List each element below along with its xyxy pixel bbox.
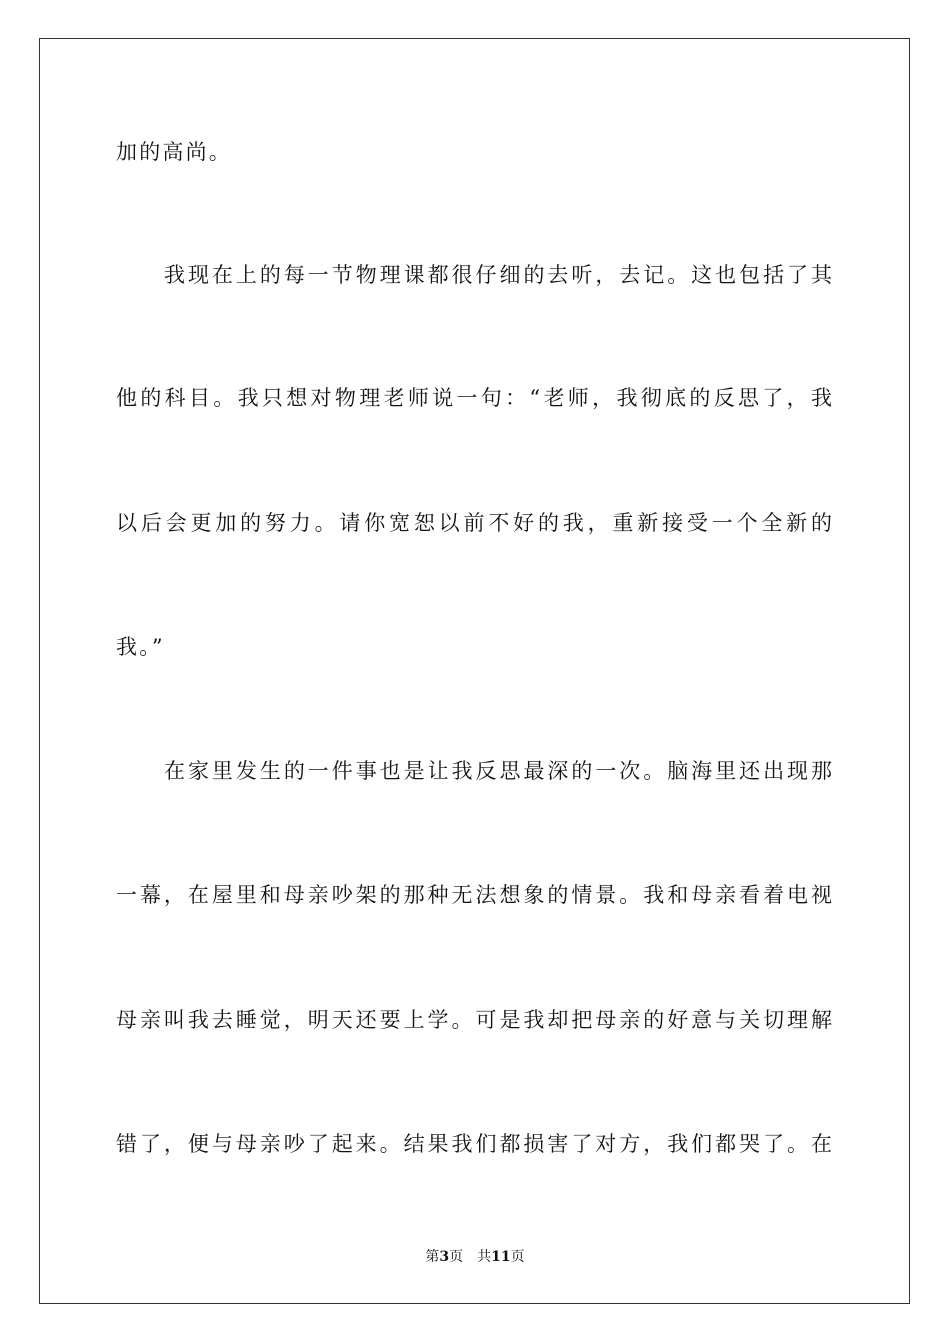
text-line-5: 我。” xyxy=(116,635,165,659)
text-line-4: 以后会更加的努力。请你宽恕以前不好的我，重新接受一个全新的 xyxy=(116,511,832,535)
text-line-8: 母亲叫我去睡觉，明天还要上学。可是我却把母亲的好意与关切理解 xyxy=(116,1008,832,1032)
page-footer xyxy=(0,1248,950,1266)
text-line-7: 一幕，在屋里和母亲吵架的那种无法想象的情景。我和母亲看着电视 xyxy=(116,883,832,907)
text-line-1: 加的高尚。 xyxy=(116,140,232,164)
text-line-6: 在家里发生的一件事也是让我反思最深的一次。脑海里还出现那 xyxy=(164,759,832,783)
footer-page-suffix: 页 xyxy=(449,1249,464,1265)
footer-page-number: 3 xyxy=(439,1249,450,1265)
footer-total-prefix: 共 xyxy=(477,1249,492,1265)
page-border xyxy=(39,38,910,1304)
text-line-2: 我现在上的每一节物理课都很仔细的去听，去记。这也包括了其 xyxy=(164,263,832,287)
footer-total-pages: 11 xyxy=(491,1249,511,1265)
footer-total-suffix: 页 xyxy=(510,1249,525,1265)
text-line-9: 错了，便与母亲吵了起来。结果我们都损害了对方，我们都哭了。在 xyxy=(116,1132,832,1156)
text-line-3: 他的科目。我只想对物理老师说一句：“老师，我彻底的反思了，我 xyxy=(116,386,832,410)
footer-page-prefix: 第 xyxy=(425,1249,440,1265)
